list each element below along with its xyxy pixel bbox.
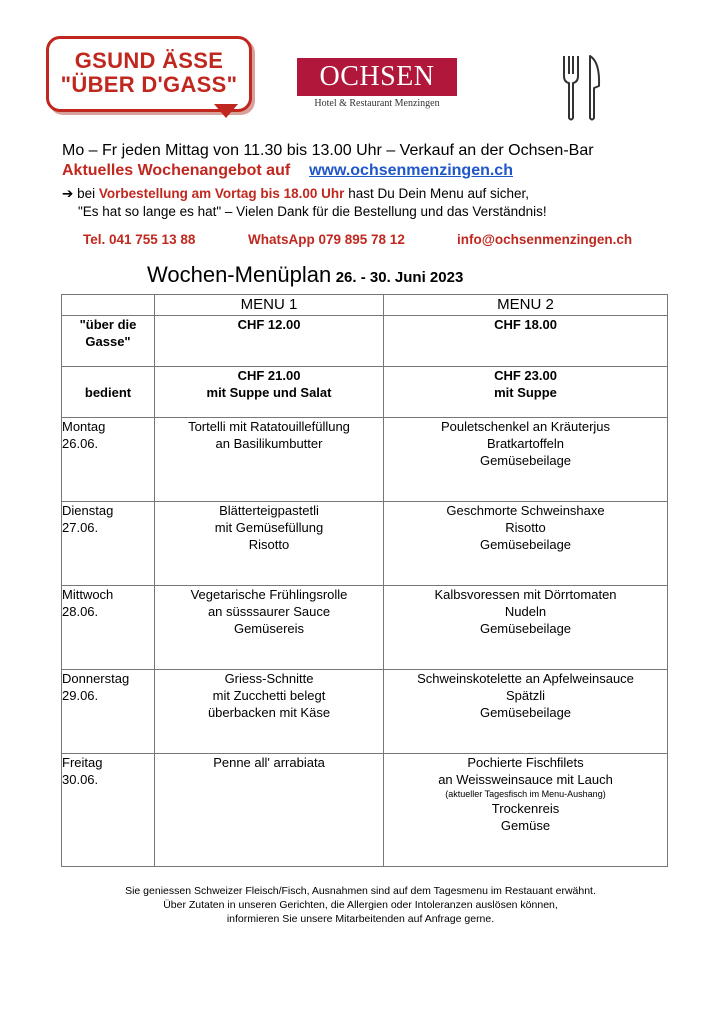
ochsen-logo: OCHSEN xyxy=(297,58,457,96)
badge-line-2: "ÜBER D'GASS" xyxy=(60,72,238,97)
badge-tail xyxy=(214,104,238,118)
dish-line: mit Gemüsefüllung xyxy=(214,520,324,535)
preorder-line xyxy=(62,186,529,202)
price-value: CHF 12.00 xyxy=(237,317,301,332)
day-row-thursday xyxy=(62,670,668,754)
day-cell xyxy=(62,754,155,867)
menu-1-dish xyxy=(155,418,384,502)
badge-line-1: GSUND ÄSSE xyxy=(74,48,224,73)
page-title xyxy=(147,262,463,288)
price-menu-1 xyxy=(155,367,384,418)
day-cell xyxy=(62,502,155,586)
menu-table xyxy=(61,294,668,867)
ochsen-logo-subtitle: Hotel & Restaurant Menzingen xyxy=(314,98,440,109)
dish-line: Gemüsereis xyxy=(233,621,305,636)
opening-hours: Mo – Fr jeden Mittag von 11.30 bis 13.00 Uhr – Verkauf an der Ochsen-Bar xyxy=(62,142,594,159)
price-menu-2 xyxy=(384,367,668,418)
menu-1-dish xyxy=(155,586,384,670)
dish-line: Gemüsebeilage xyxy=(479,705,572,720)
dish-line: an Weissweinsauce mit Lauch xyxy=(438,772,613,787)
day-row-tuesday xyxy=(62,502,668,586)
dish-line: Nudeln xyxy=(504,604,547,619)
dish-line: Risotto xyxy=(505,520,546,535)
preorder-highlight: Vorbestellung am Vortag bis 18.00 Uhr xyxy=(98,186,345,201)
dish-line: Penne all' arrabiata xyxy=(213,755,325,770)
dish-line: Gemüsebeilage xyxy=(479,453,572,468)
price-note: mit Suppe xyxy=(494,385,557,400)
dish-line: Geschmorte Schweinshaxe xyxy=(446,503,605,518)
weekly-offer-label: Aktuelles Wochenangebot auf xyxy=(62,162,291,179)
dish-line: Trockenreis xyxy=(491,801,560,816)
price-menu-1 xyxy=(155,316,384,367)
day-cell xyxy=(62,418,155,502)
dish-line: Risotto xyxy=(248,537,290,552)
day-row-monday xyxy=(62,418,668,502)
gsund-asse-badge xyxy=(46,36,252,112)
arrow-right-icon: ➔ xyxy=(62,186,74,201)
menu-1-dish xyxy=(155,754,384,867)
day-name: Mittwoch xyxy=(62,587,114,602)
price-menu-2 xyxy=(384,316,668,367)
dish-line: Gemüse xyxy=(500,818,551,833)
menu-2-dish xyxy=(384,670,668,754)
price-value: CHF 18.00 xyxy=(494,317,557,332)
header-menu-1: MENU 1 xyxy=(155,295,384,316)
footer-line-2: Über Zutaten in unseren Gerichten, die Allergien oder Intoleranzen auslösen können, xyxy=(163,899,558,911)
dish-line: Gemüsebeilage xyxy=(479,537,572,552)
dish-line: Blätterteigpastetli xyxy=(219,503,319,518)
dish-line: Vegetarische Frühlingsrolle xyxy=(190,587,348,602)
dish-line: an Basilikumbutter xyxy=(215,436,323,451)
website-link[interactable]: www.ochsenmenzingen.ch xyxy=(309,162,513,179)
dish-note: (aktueller Tagesfisch im Menu-Aushang) xyxy=(445,789,606,799)
day-name: Montag xyxy=(62,419,106,434)
day-date: 27.06. xyxy=(62,520,99,535)
price-row-takeaway xyxy=(62,316,668,367)
header-empty-cell xyxy=(62,295,155,316)
day-date: 26.06. xyxy=(62,436,99,451)
dish-line: Bratkartoffeln xyxy=(486,436,565,451)
dish-line: Gemüsebeilage xyxy=(479,621,572,636)
price-row-label: bedient xyxy=(62,367,155,418)
day-row-wednesday xyxy=(62,586,668,670)
menu-2-dish xyxy=(384,502,668,586)
menu-2-dish xyxy=(384,586,668,670)
menu-1-dish xyxy=(155,502,384,586)
menu-1-dish xyxy=(155,670,384,754)
dish-line: Spätzli xyxy=(505,688,546,703)
day-date: 30.06. xyxy=(62,772,99,787)
phone-number[interactable]: Tel. 041 755 13 88 xyxy=(83,232,196,247)
day-cell xyxy=(62,670,155,754)
email-address[interactable]: info@ochsenmenzingen.ch xyxy=(457,232,633,247)
menu-2-dish xyxy=(384,418,668,502)
footer-line-1: Sie geniessen Schweizer Fleisch/Fisch, Ausnahmen sind auf dem Tagesmenu im Restauant erwähnt. xyxy=(125,885,596,897)
fork-knife-icon xyxy=(560,52,604,124)
dish-line: Pouletschenkel an Kräuterjus xyxy=(440,419,611,434)
preorder-suffix: hast Du Dein Menu auf sicher, xyxy=(348,186,530,201)
title-main: Wochen-Menüplan xyxy=(147,262,332,287)
dish-line: Griess-Schnitte xyxy=(224,671,314,686)
day-date: 28.06. xyxy=(62,604,99,619)
day-name: Freitag xyxy=(62,755,103,770)
dish-line: mit Zucchetti belegt xyxy=(212,688,326,703)
header-menu-2: MENU 2 xyxy=(384,295,668,316)
thanks-line: "Es hat so lange es hat" – Vielen Dank für die Bestellung und das Verständnis! xyxy=(78,204,547,219)
menu-2-dish xyxy=(384,754,668,867)
title-dates: 26. - 30. Juni 2023 xyxy=(335,269,464,286)
dish-line: überbacken mit Käse xyxy=(207,705,331,720)
dish-line: Kalbsvoressen mit Dörrtomaten xyxy=(434,587,617,602)
price-row-label: "über die Gasse" xyxy=(62,316,155,367)
price-value: CHF 21.00 xyxy=(237,368,301,383)
dish-line: Tortelli mit Ratatouillefüllung xyxy=(188,419,350,434)
day-date: 29.06. xyxy=(62,688,99,703)
preorder-prefix: bei xyxy=(77,186,96,201)
dish-line: Schweinskotelette an Apfelweinsauce xyxy=(417,671,634,686)
price-value: CHF 23.00 xyxy=(494,368,557,383)
footer-line-3: informieren Sie unsere Mitarbeitenden auf Anfrage gerne. xyxy=(226,913,495,925)
day-name: Donnerstag xyxy=(62,671,130,686)
price-note: mit Suppe und Salat xyxy=(206,385,332,400)
table-header-row xyxy=(62,295,668,316)
price-row-served xyxy=(62,367,668,418)
day-cell xyxy=(62,586,155,670)
dish-line: Pochierte Fischfilets xyxy=(467,755,584,770)
weekly-offer-line xyxy=(62,162,513,180)
dish-line: an süsssaurer Sauce xyxy=(207,604,331,619)
day-row-friday xyxy=(62,754,668,867)
day-name: Dienstag xyxy=(62,503,114,518)
whatsapp-number[interactable]: WhatsApp 079 895 78 12 xyxy=(248,232,405,247)
